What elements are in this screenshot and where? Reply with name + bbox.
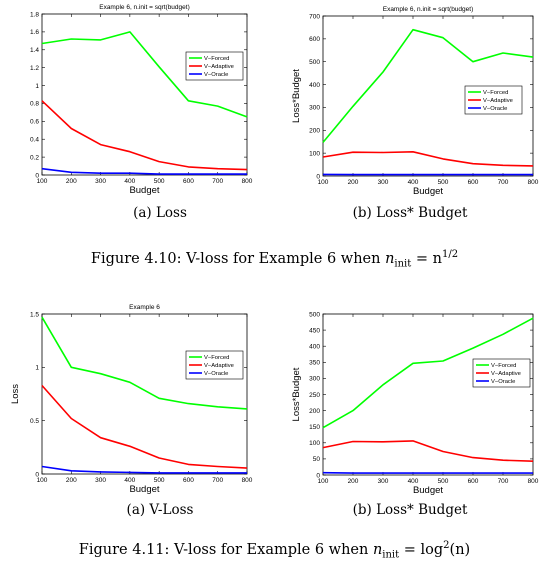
y-tick-label: 400 (309, 344, 320, 351)
x-tick-label: 400 (408, 179, 419, 186)
legend-label: V−Forced (204, 56, 229, 62)
x-axis-label: Budget (129, 185, 159, 196)
figure-caption-4-11: Figure 4.11: V-loss for Example 6 when $n_{init} = \log^2(n)$ (0, 540, 549, 561)
y-axis-label: Loss*Budget (291, 69, 302, 123)
y-tick-label: 600 (309, 36, 320, 43)
chart-title: Example 6, n.init = sqrt(budget) (99, 4, 190, 11)
x-tick-label: 300 (95, 477, 106, 484)
x-tick-label: 700 (498, 478, 509, 485)
plot-frame (42, 14, 247, 175)
y-tick-label: 1 (35, 365, 39, 372)
y-tick-label: 0 (35, 471, 39, 478)
legend-label: V−Oracle (204, 371, 228, 377)
y-tick-label: 200 (309, 408, 320, 415)
x-tick-label: 500 (154, 178, 165, 185)
y-tick-label: 500 (309, 311, 320, 318)
subcaption-b-loss-budget: (b) Loss* Budget (310, 205, 510, 221)
x-tick-label: 100 (318, 179, 329, 186)
y-tick-label: 100 (309, 440, 320, 447)
y-tick-label: 500 (309, 59, 320, 66)
y-tick-label: 1.6 (30, 29, 39, 36)
y-tick-label: 250 (309, 392, 320, 399)
x-tick-label: 500 (438, 478, 449, 485)
y-tick-label: 0.6 (30, 119, 39, 126)
y-tick-label: 1.2 (30, 65, 39, 72)
legend-label: V−Oracle (483, 106, 507, 112)
plot-frame (42, 314, 247, 474)
x-tick-label: 600 (183, 178, 194, 185)
y-tick-label: 1.4 (30, 47, 39, 54)
series-line (42, 467, 247, 473)
chart-loss-budget-sqrt (275, 0, 549, 200)
series-line (42, 386, 247, 469)
x-tick-label: 800 (242, 477, 253, 484)
y-tick-label: 0 (316, 472, 320, 479)
y-tick-label: 100 (309, 150, 320, 157)
plot-frame (323, 314, 533, 475)
legend-label: V−Forced (491, 363, 516, 369)
legend-label: V−Forced (483, 90, 508, 96)
x-axis-label: Budget (129, 484, 159, 495)
chart-title: Example 6, n.init = sqrt(budget) (383, 6, 474, 13)
figure-caption-4-10: Figure 4.10: V-loss for Example 6 when $n_{init} = n^{1/2}$ (0, 249, 549, 270)
series-line (323, 152, 533, 166)
y-tick-label: 1 (35, 83, 39, 90)
y-tick-label: 50 (313, 456, 321, 463)
y-tick-label: 0.4 (30, 137, 39, 144)
series-line (42, 101, 247, 170)
x-tick-label: 100 (37, 178, 48, 185)
x-tick-label: 100 (318, 478, 329, 485)
y-tick-label: 0.5 (30, 418, 39, 425)
y-tick-label: 0.8 (30, 101, 39, 108)
x-tick-label: 200 (66, 477, 77, 484)
x-tick-label: 600 (468, 478, 479, 485)
x-tick-label: 600 (468, 179, 479, 186)
x-tick-label: 800 (242, 178, 253, 185)
subcaption-b-loss-budget-2: (b) Loss* Budget (310, 502, 510, 518)
series-line (323, 441, 533, 461)
x-tick-label: 100 (37, 477, 48, 484)
y-tick-label: 700 (309, 13, 320, 20)
x-tick-label: 200 (348, 478, 359, 485)
y-tick-label: 300 (309, 105, 320, 112)
x-tick-label: 300 (378, 179, 389, 186)
y-tick-label: 150 (309, 424, 320, 431)
x-axis-label: Budget (413, 485, 443, 496)
y-tick-label: 450 (309, 327, 320, 334)
y-tick-label: 350 (309, 360, 320, 367)
x-tick-label: 700 (212, 477, 223, 484)
x-tick-label: 700 (498, 179, 509, 186)
legend-label: V−Adaptive (483, 98, 513, 104)
x-axis-label: Budget (413, 186, 443, 197)
legend-label: V−Adaptive (204, 363, 234, 369)
y-tick-label: 0 (35, 172, 39, 179)
x-tick-label: 500 (438, 179, 449, 186)
x-tick-label: 200 (348, 179, 359, 186)
legend-label: V−Forced (204, 355, 229, 361)
x-tick-label: 400 (124, 477, 135, 484)
y-tick-label: 0.2 (30, 154, 39, 161)
y-tick-label: 200 (309, 128, 320, 135)
legend-label: V−Oracle (491, 379, 515, 385)
x-tick-label: 200 (66, 178, 77, 185)
x-tick-label: 600 (183, 477, 194, 484)
legend-label: V−Adaptive (204, 64, 234, 70)
x-tick-label: 500 (154, 477, 165, 484)
chart-vloss-log (0, 297, 275, 497)
chart-loss-budget-log (275, 297, 549, 497)
chart-loss-sqrt (0, 0, 275, 200)
y-tick-label: 1.8 (30, 11, 39, 18)
series-line (42, 169, 247, 174)
y-axis-label: Loss (10, 384, 21, 404)
x-tick-label: 300 (378, 478, 389, 485)
y-tick-label: 300 (309, 376, 320, 383)
subcaption-a-loss: (a) Loss (60, 205, 260, 221)
x-tick-label: 300 (95, 178, 106, 185)
y-tick-label: 1.5 (30, 311, 39, 318)
legend-label: V−Oracle (204, 72, 228, 78)
x-tick-label: 400 (408, 478, 419, 485)
x-tick-label: 400 (124, 178, 135, 185)
y-tick-label: 0 (316, 173, 320, 180)
x-tick-label: 700 (212, 178, 223, 185)
legend-label: V−Adaptive (491, 371, 521, 377)
chart-title: Example 6 (129, 304, 160, 311)
y-axis-label: Loss*Budget (291, 367, 302, 421)
x-tick-label: 800 (528, 478, 539, 485)
x-tick-label: 800 (528, 179, 539, 186)
y-tick-label: 400 (309, 82, 320, 89)
subcaption-a-vloss: (a) V-Loss (60, 502, 260, 518)
